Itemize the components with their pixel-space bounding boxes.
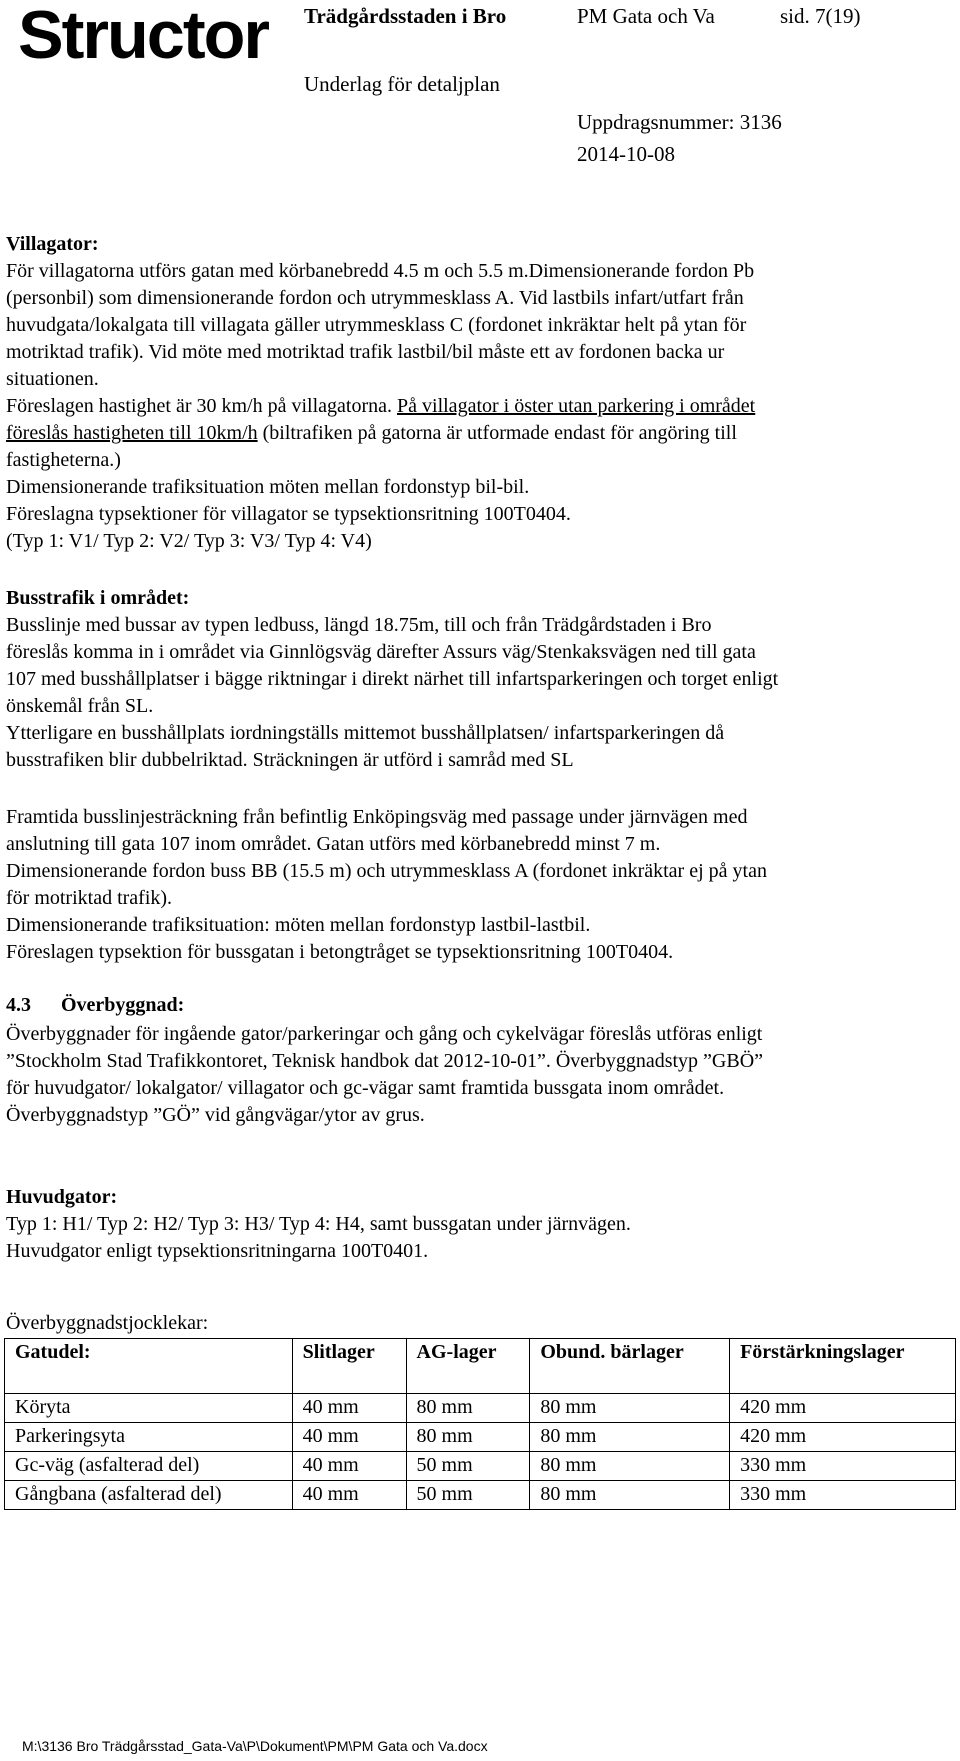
logo-text: Structor: [18, 0, 270, 72]
table-row: [5, 1452, 956, 1481]
table-header-row: [5, 1339, 956, 1394]
villagator-line-3: huvudgata/lokalgata till villagata gäller utrymmesklass C (fordonet inkräktar helt på ytan för: [6, 314, 747, 336]
table-cell: 330 mm: [730, 1481, 956, 1510]
bus-line-1: Busslinje med bussar av typen ledbuss, längd 18.75m, till och från Trädgårdstaden i Bro: [6, 614, 712, 636]
bus-future-2: anslutning till gata 107 inom området. Gatan utförs med körbanebredd minst 7 m.: [6, 833, 661, 855]
section-number: 4.3: [6, 994, 31, 1016]
bus-line-3: 107 med busshållplatser i bägge riktningar i direkt närhet till infartsparkeringen och torget enligt: [6, 668, 779, 690]
table-cell: 80 mm: [530, 1481, 730, 1510]
column-header: Obund. bärlager: [530, 1339, 730, 1394]
huvudgator-line-1: Typ 1: H1/ Typ 2: H2/ Typ 3: H3/ Typ 4: H4, samt bussgatan under järnvägen.: [6, 1213, 631, 1235]
bus-line-6: busstrafiken blir dubbelriktad. Sträckningen är utförd i samråd med SL: [6, 749, 574, 771]
bus-line-2: föreslås komma in i området via Ginnlögsväg därefter Assurs väg/Stenkaksvägen ned till gata: [6, 641, 756, 663]
section-4-3-line-3: för huvudgator/ lokalgator/ villagator och gc-vägar samt framtida bussgata inom området.: [6, 1077, 725, 1099]
villagator-line-2: (personbil) som dimensionerande fordon och utrymmesklass A. Vid lastbils infart/utfart från: [6, 287, 744, 309]
bus-line-4: önskemål från SL.: [6, 695, 154, 717]
villagator-after-3: (Typ 1: V1/ Typ 2: V2/ Typ 3: V3/ Typ 4: V4): [6, 530, 372, 552]
header-project: Trädgårdsstaden i Bro: [304, 4, 507, 28]
table-cell: 50 mm: [406, 1481, 530, 1510]
villagator-speed-line-3: fastigheterna.): [6, 449, 121, 471]
table-cell: 80 mm: [530, 1452, 730, 1481]
villagator-line-1: För villagatorna utförs gatan med körbanebredd 4.5 m och 5.5 m.Dimensionerande fordon Pb: [6, 260, 755, 282]
bus-future-1: Framtida busslinjesträckning från befintlig Enköpingsväg med passage under järnvägen med: [6, 806, 748, 828]
header-doc: PM Gata och Va: [577, 4, 715, 28]
header-assignment: Uppdragsnummer: 3136: [577, 110, 782, 134]
huvudgator-line-2: Huvudgator enligt typsektionsritningarna 100T0401.: [6, 1240, 429, 1262]
bus-future-3: Dimensionerande fordon buss BB (15.5 m) och utrymmesklass A (fordonet inkräktar ej på ytan: [6, 860, 767, 882]
section-4-3-heading: [6, 992, 946, 1019]
villagator-speed-line-1: [6, 393, 946, 420]
thickness-table: [4, 1338, 956, 1510]
table-cell: 80 mm: [530, 1394, 730, 1423]
table-cell: Parkeringsyta: [5, 1423, 293, 1452]
bus-heading: Busstrafik i området:: [6, 587, 190, 609]
bus-future-6: Föreslagen typsektion för bussgatan i betongtråget se typsektionsritning 100T0404.: [6, 941, 674, 963]
villagator-line-5: situationen.: [6, 368, 99, 390]
header-subtitle: Underlag för detaljplan: [304, 72, 500, 96]
header-date: 2014-10-08: [577, 142, 675, 166]
villagator-after-2: Föreslagna typsektioner för villagator se typsektionsritning 100T0404.: [6, 503, 571, 525]
villagator-after-1: Dimensionerande trafiksituation möten mellan fordonstyp bil-bil.: [6, 476, 530, 498]
section-4-3-line-4: Överbyggnadstyp ”GÖ” vid gångvägar/ytor av grus.: [6, 1104, 425, 1126]
speed-underlined-1: På villagator i öster utan parkering i området: [397, 395, 756, 417]
speed-rest: (biltrafiken på gatorna är utformade endast för angöring till: [257, 422, 737, 444]
section-4-3-line-2: ”Stockholm Stad Trafikkontoret, Teknisk handbok dat 2012-10-01”. Överbyggnadstyp ”GBÖ”: [6, 1050, 764, 1072]
table-cell: 420 mm: [730, 1394, 956, 1423]
bus-future-4: för motriktad trafik).: [6, 887, 173, 909]
table-cell: 80 mm: [406, 1394, 530, 1423]
column-header: AG-lager: [406, 1339, 530, 1394]
footer-file-path: M:\3136 Bro Trädgårsstad_Gata-Va\P\Dokument\PM\PM Gata och Va.docx: [22, 1738, 488, 1754]
bus-future-5: Dimensionerande trafiksituation: möten mellan fordonstyp lastbil-lastbil.: [6, 914, 591, 936]
bus-line-5: Ytterligare en busshållplats iordningställs mittemot busshållplatsen/ infartsparkeringen då: [6, 722, 725, 744]
table-row: [5, 1394, 956, 1423]
section-4-3-line-1: Överbyggnader för ingående gator/parkeringar och gång och cykelvägar föreslås utföras enligt: [6, 1023, 763, 1045]
table-cell: 80 mm: [530, 1423, 730, 1452]
structor-logo: [18, 0, 270, 72]
table-cell: Gångbana (asfalterad del): [5, 1481, 293, 1510]
table-cell: Gc-väg (asfalterad del): [5, 1452, 293, 1481]
table-cell: 40 mm: [292, 1481, 406, 1510]
table-cell: 80 mm: [406, 1423, 530, 1452]
column-header: Slitlager: [292, 1339, 406, 1394]
table-caption: Överbyggnadstjocklekar:: [6, 1312, 209, 1334]
section-title: Överbyggnad:: [61, 994, 185, 1016]
table-cell: 40 mm: [292, 1423, 406, 1452]
table-cell: 50 mm: [406, 1452, 530, 1481]
speed-text: Föreslagen hastighet är 30 km/h på villagatorna.: [6, 395, 398, 417]
huvudgator-heading: Huvudgator:: [6, 1186, 118, 1208]
villagator-heading: Villagator:: [6, 233, 99, 255]
table-cell: 330 mm: [730, 1452, 956, 1481]
column-header: Förstärkningslager: [730, 1339, 956, 1394]
table-row: [5, 1481, 956, 1510]
villagator-line-4: motriktad trafik). Vid möte med motriktad trafik lastbil/bil måste ett av fordonen backa ur: [6, 341, 725, 363]
header-page-number: sid. 7(19): [780, 4, 861, 28]
table-cell: 40 mm: [292, 1394, 406, 1423]
speed-underlined-2: föreslås hastigheten till 10km/h: [6, 422, 258, 444]
table-cell: 420 mm: [730, 1423, 956, 1452]
table-cell: 40 mm: [292, 1452, 406, 1481]
villagator-speed-line-2: [6, 420, 946, 447]
column-header: Gatudel:: [5, 1339, 293, 1394]
table-cell: Köryta: [5, 1394, 293, 1423]
table-row: [5, 1423, 956, 1452]
